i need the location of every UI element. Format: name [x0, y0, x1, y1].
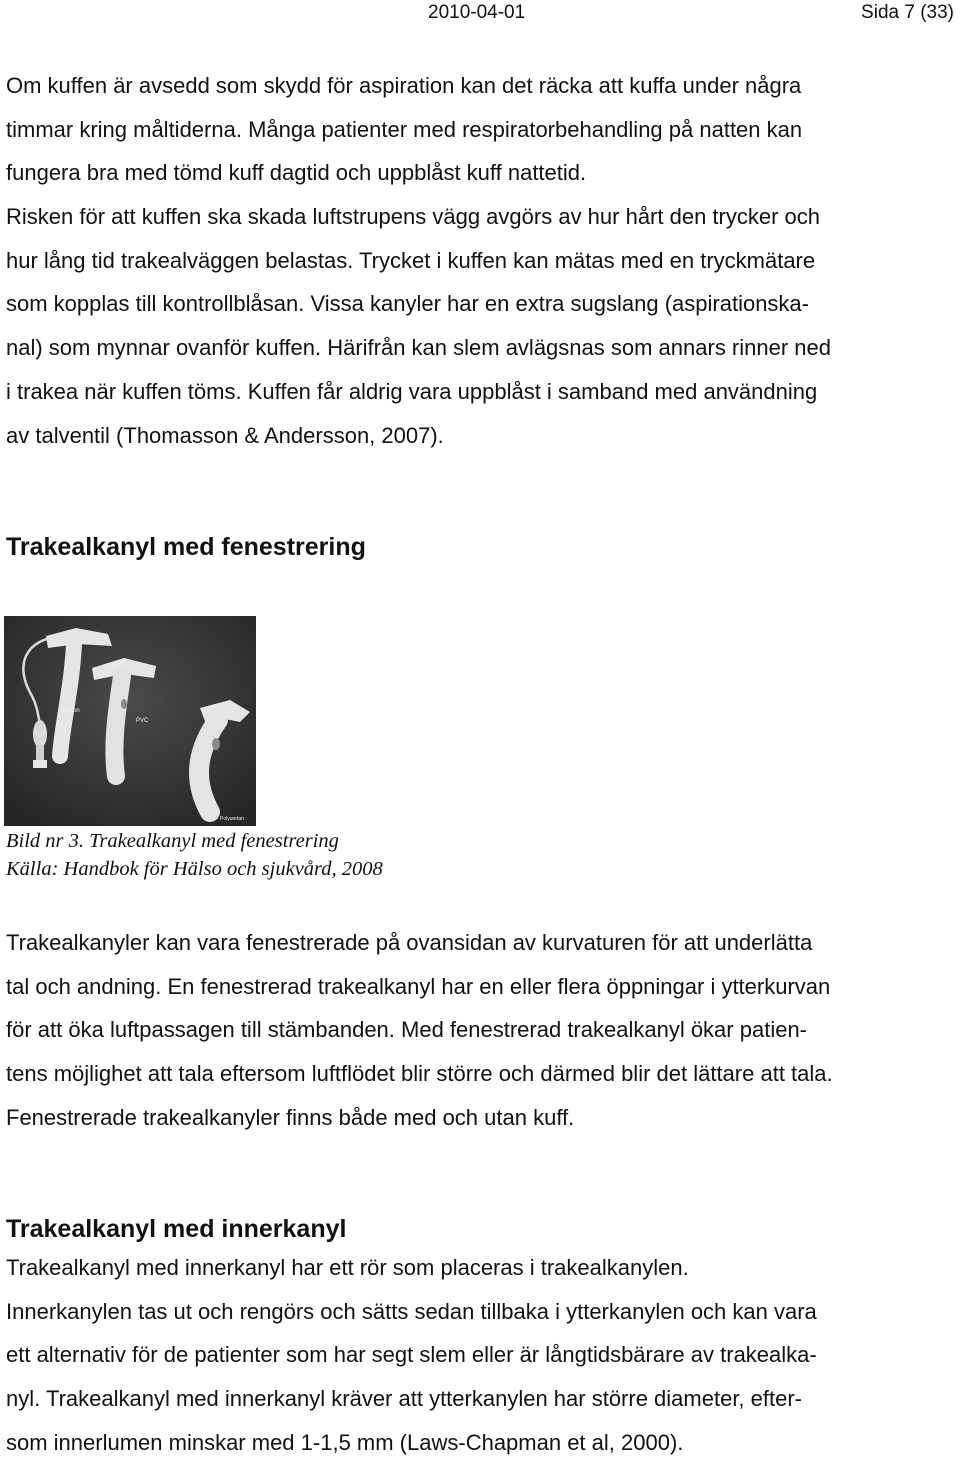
text-line: för att öka luftpassagen till stämbanden. Med fenestrerad trakealkanyl ökar patien- [6, 1017, 808, 1043]
image-source: Källa: Handbok för Hälso och sjukvård, 2008 [6, 858, 383, 880]
text-line: nyl. Trakealkanyl med innerkanyl kräver att ytterkanylen har större diameter, efter- [6, 1386, 803, 1412]
text-line: timmar kring måltiderna. Många patienter med respiratorbehandling på natten kan [6, 116, 803, 142]
paragraph-kuff [6, 64, 958, 457]
section-heading-fenestrering: Trakealkanyl med fenestrering [6, 533, 366, 561]
text-line: i trakea när kuffen töms. Kuffen får aldrig vara uppblåst i samband med användning [6, 378, 818, 404]
header-page-number: Sida 7 (33) [861, 2, 954, 23]
label-silikon: Silikon [62, 708, 80, 714]
text-line: Trakealkanyler kan vara fenestrerade på ovansidan av kurvaturen för att underlätta [6, 930, 813, 955]
tubes-illustration [4, 616, 256, 826]
text-line: Innerkanylen tas ut och rengörs och sätts sedan tillbaka i ytterkanylen och kan vara [6, 1298, 817, 1324]
text-line: som innerlumen minskar med 1-1,5 mm (Laws-Chapman et al, 2000). [6, 1429, 684, 1455]
text-line: tal och andning. En fenestrerad trakealkanyl har en eller flera öppningar i ytterkurvan [6, 973, 831, 999]
text-line: Fenestrerade trakealkanyler finns både med och utan kuff. [6, 1104, 575, 1130]
label-polyuretan: Polyuretan [220, 816, 244, 822]
text-line: hur lång tid trakealväggen belastas. Trycket i kuffen kan mätas med en tryckmätare [6, 247, 816, 273]
text-line: Om kuffen är avsedd som skydd för aspiration kan det räcka att kuffa under några [6, 73, 802, 98]
section-heading-innerkanyl: Trakealkanyl med innerkanyl [6, 1215, 347, 1243]
text-line: Risken för att kuffen ska skada luftstrupens vägg avgörs av hur hårt den trycker och [6, 204, 821, 230]
label-pvc: PVC [136, 718, 149, 724]
text-line: som kopplas till kontrollblåsan. Vissa kanyler har en extra sugslang (aspirationska- [6, 291, 809, 317]
paragraph-innerkanyl [6, 1246, 958, 1464]
text-line: av talventil (Thomasson & Andersson, 2007). [6, 422, 444, 448]
text-line: Trakealkanyl med innerkanyl har ett rör som placeras i trakealkanylen. [6, 1255, 689, 1280]
text-line: ett alternativ för de patienter som har segt slem eller är långtidsbärare av trakealka- [6, 1342, 817, 1368]
text-line: nal) som mynnar ovanför kuffen. Härifrån kan slem avlägsnas som annars rinner ned [6, 335, 831, 361]
paragraph-fenestrering [6, 921, 958, 1139]
text-line: fungera bra med tömd kuff dagtid och uppblåst kuff nattetid. [6, 160, 587, 186]
text-line: tens möjlighet att tala eftersom luftflödet blir större och därmed blir det lättare att tala. [6, 1061, 833, 1087]
image-caption: Bild nr 3. Trakealkanyl med fenestrering [6, 830, 339, 852]
tracheostomy-tubes-photo [4, 616, 256, 826]
header-date: 2010-04-01 [428, 2, 526, 23]
